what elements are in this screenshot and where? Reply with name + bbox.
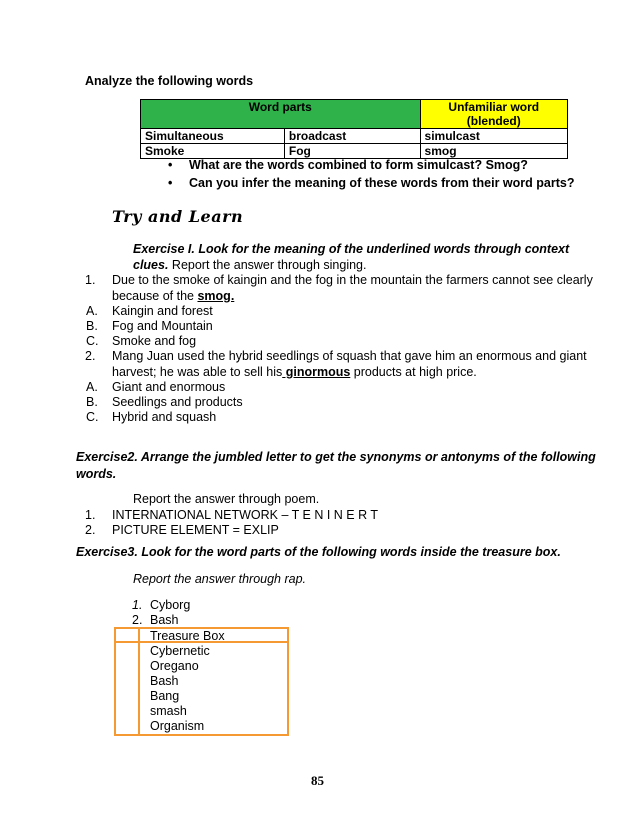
header-unfamiliar-word: [420, 100, 567, 129]
header-unfamiliar-line2: (blended): [466, 114, 521, 128]
question-number: 1.: [85, 273, 96, 287]
list-item: [85, 523, 279, 538]
try-and-learn-title: Try and Learn: [112, 207, 244, 226]
choice-item: [86, 334, 197, 349]
choice-item: [86, 319, 213, 334]
bullet-text: What are the words combined to form simulcast? Smog?: [189, 158, 528, 172]
exercise1-title-line2: [133, 258, 366, 273]
item-text: PICTURE ELEMENT = EXLIP: [112, 523, 279, 537]
item-text: Bash: [150, 613, 179, 627]
choice-letter: C.: [86, 410, 99, 424]
choice-item: [86, 410, 217, 425]
item-text: Cyborg: [150, 598, 191, 612]
table-cell: Smoke: [141, 144, 285, 159]
choice-text: Hybrid and squash: [112, 410, 217, 424]
choice-text: Kaingin and forest: [112, 304, 213, 318]
item-text: INTERNATIONAL NETWORK – T E N I N E R T: [112, 508, 379, 522]
exercise3-title: Exercise3. Look for the word parts of the following words inside the treasure box.: [76, 545, 561, 559]
list-item: Bang: [150, 689, 180, 703]
list-item: smash: [150, 704, 187, 718]
word-parts-table: [140, 99, 568, 159]
choice-letter: C.: [86, 334, 99, 348]
table-cell: broadcast: [284, 129, 420, 144]
underlined-word-ginormous: ginormous: [282, 365, 351, 379]
exercise2-title-line2: words.: [76, 467, 117, 481]
item-number: 1.: [85, 508, 96, 522]
list-item: Organism: [150, 719, 205, 733]
bullet-text: Can you infer the meaning of these words from their word parts?: [189, 176, 575, 190]
exercise2-title-line1: Exercise2. Arrange the jumbled letter to get the synonyms or antonyms of the following: [76, 450, 596, 464]
header-word-parts: Word parts: [141, 100, 421, 129]
choice-item: [86, 304, 213, 319]
item-number: 2.: [132, 613, 143, 627]
table-row: [141, 144, 568, 159]
underlined-word-smog: smog.: [197, 289, 235, 303]
choice-text: Seedlings and products: [112, 395, 243, 409]
choice-text: Fog and Mountain: [112, 319, 213, 333]
exercise3-report: Report the answer through rap.: [133, 572, 307, 586]
list-item: Cybernetic: [150, 644, 210, 658]
exercise1-report: Report the answer through singing.: [168, 258, 367, 272]
box-divider-vertical: [138, 629, 140, 734]
question-1: [85, 273, 593, 288]
table-row: [141, 129, 568, 144]
exercise1-title-line1: Exercise I. Look for the meaning of the underlined words through context: [133, 242, 570, 256]
choice-item: [86, 380, 226, 395]
item-number: 2.: [85, 523, 96, 537]
treasure-box-title: Treasure Box: [150, 629, 225, 643]
choice-letter: B.: [86, 395, 98, 409]
list-item: [132, 598, 191, 613]
list-item: [85, 508, 379, 523]
choice-item: [86, 395, 243, 410]
choice-letter: B.: [86, 319, 98, 333]
table-cell: Simultaneous: [141, 129, 285, 144]
question-2: [85, 349, 587, 364]
question-1-line2: [112, 289, 234, 304]
treasure-box-items: [150, 629, 225, 734]
question-text: products at high price.: [350, 365, 477, 379]
list-item: Oregano: [150, 659, 199, 673]
table-header-row: [141, 100, 568, 129]
question-text: Due to the smoke of kaingin and the fog in the mountain the farmers cannot see clearly: [112, 273, 593, 287]
table-cell: simulcast: [420, 129, 567, 144]
item-number: 1.: [132, 598, 143, 612]
choice-letter: A.: [86, 304, 98, 318]
table-cell: smog: [420, 144, 567, 159]
question-text: Mang Juan used the hybrid seedlings of squash that gave him an enormous and giant: [112, 349, 587, 363]
treasure-box: [114, 627, 289, 736]
question-text: because of the: [112, 289, 198, 303]
list-item: Bash: [150, 674, 179, 688]
question-number: 2.: [85, 349, 96, 363]
page-number: 85: [311, 773, 324, 788]
choice-letter: A.: [86, 380, 98, 394]
bullet-icon: •: [168, 158, 173, 172]
header-unfamiliar-line1: Unfamiliar word: [448, 100, 540, 114]
choice-text: Giant and enormous: [112, 380, 226, 394]
question-2-line2: [112, 365, 477, 380]
question-text: harvest; he was able to sell his: [112, 365, 283, 379]
exercise2-report: Report the answer through poem.: [133, 492, 320, 506]
section-heading: Analyze the following words: [85, 74, 254, 88]
choice-text: Smoke and fog: [112, 334, 197, 348]
bullet-icon: •: [168, 176, 173, 190]
list-item: [132, 613, 179, 628]
exercise1-clues: clues.: [133, 258, 169, 272]
table-cell: Fog: [284, 144, 420, 159]
